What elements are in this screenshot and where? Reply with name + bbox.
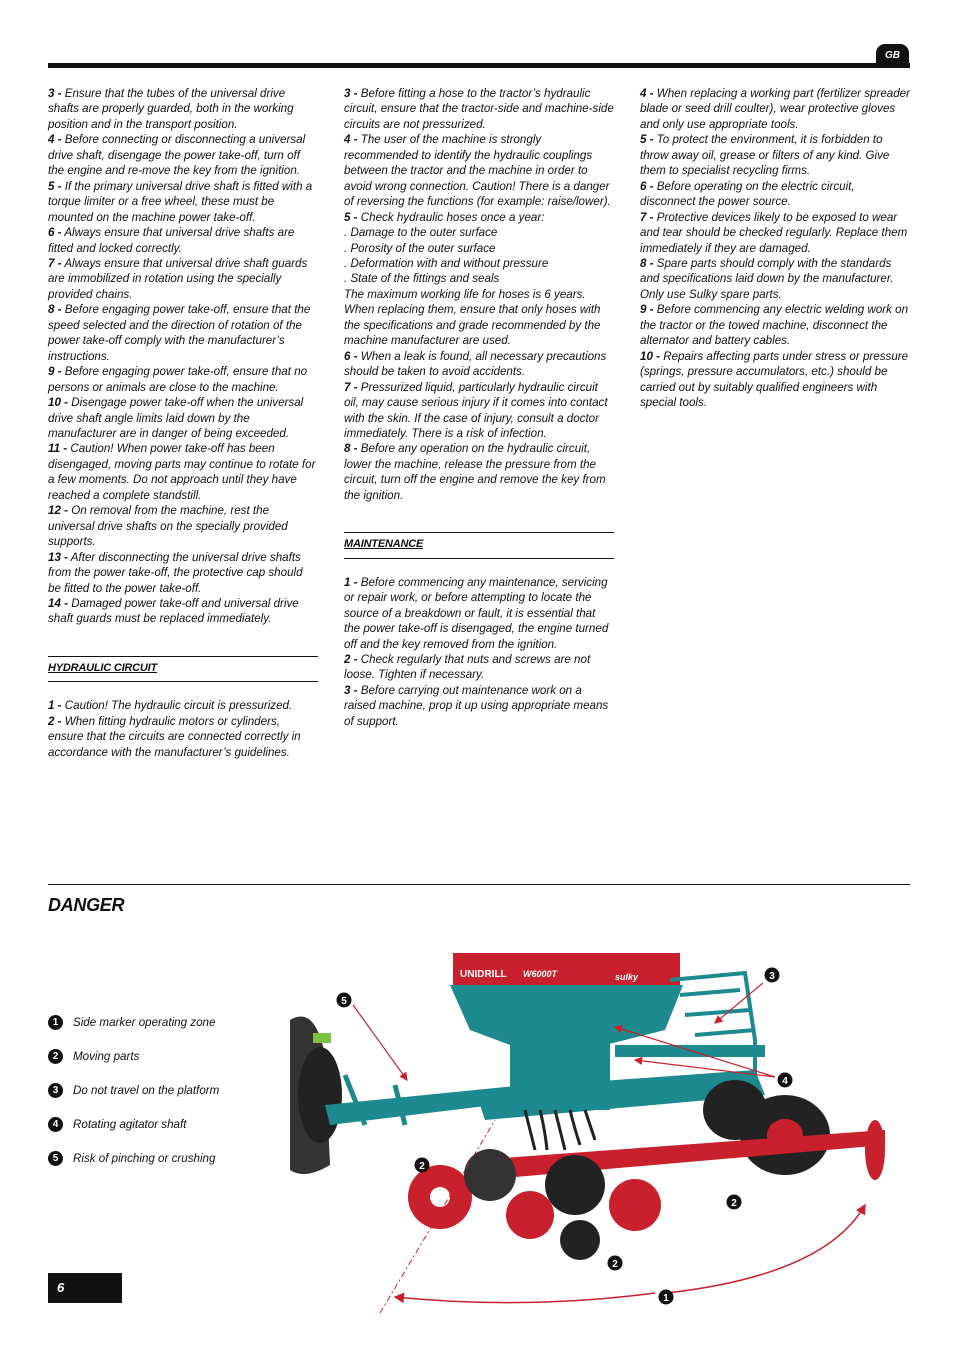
marker-zone-line [380, 1120, 495, 1313]
item-number: 6 - [640, 179, 654, 193]
list-item [640, 210, 910, 256]
danger-rule [48, 884, 910, 885]
item-number: 9 - [640, 303, 654, 317]
item-number: 3 - [344, 683, 358, 697]
list-item [48, 503, 318, 549]
callout-4-label: 4 [782, 1076, 788, 1087]
item-number: 3 - [48, 87, 62, 100]
item-text: Damaged power take-off and universal drive shaft guards must be replaced immediately. [48, 596, 299, 626]
item-number: 1 - [344, 575, 358, 589]
list-item [640, 302, 910, 348]
list-item [48, 550, 318, 596]
list-item [344, 287, 614, 349]
item-text: When fitting hydraulic motors or cylinders, ensure that the circuits are connected correctly in accordance with the manufacturer’s guidelines. [48, 714, 301, 759]
hopper [450, 985, 683, 1045]
front-disc-hub [430, 1187, 450, 1207]
item-number: 11 - [48, 442, 68, 456]
disc-4 [609, 1179, 661, 1231]
item-text: Check regularly that nuts and screws are not loose. Tighten if necessary. [344, 652, 591, 682]
list-item [48, 364, 318, 395]
legend-number: 4 [48, 1117, 63, 1132]
item-number: 7 - [640, 210, 654, 224]
item-text: . Damage to the outer surface [344, 226, 498, 240]
machine-brand: UNIDRILL [460, 969, 507, 980]
legend-text: Do not travel on the platform [73, 1083, 220, 1097]
item-text: To protect the environment, it is forbidden to throw away oil, grease or filters of any kind. Give them to specialist recycling firms. [640, 133, 890, 178]
list-item [344, 86, 614, 132]
list-item [344, 683, 614, 729]
item-text: Disengage power take-off when the universal drive shaft angle limits laid down by the manufacturer are in danger of being exceeded. [48, 396, 304, 440]
item-text: Always ensure that universal drive shafts are fitted and locked correctly. [48, 226, 295, 255]
item-number: 5 - [48, 179, 62, 193]
list-item [640, 256, 910, 302]
language-tab: GB [876, 44, 909, 68]
item-text: On removal from the machine, rest the universal drive shafts on the specially provided supports. [48, 504, 288, 549]
front-disc-2 [464, 1149, 516, 1201]
item-number: 9 - [48, 365, 62, 379]
callout-1-label: 1 [663, 1293, 669, 1304]
item-text: Before operating on the electric circuit, disconnect the power source. [640, 179, 855, 209]
list-item [48, 395, 318, 441]
list-item [344, 132, 614, 209]
list-item [344, 652, 614, 683]
disc-5 [506, 1191, 554, 1239]
column-2 [344, 86, 614, 729]
list-item [344, 441, 614, 503]
list-item [640, 86, 910, 132]
list-item [640, 349, 910, 411]
disc-6 [560, 1220, 600, 1260]
legend-item [48, 1107, 288, 1141]
item-text: Spare parts should comply with the standards and specifications laid down by the manufacturer. Only use Sulky spare parts. [640, 256, 894, 301]
item-number: 2 - [48, 714, 62, 728]
list-item [48, 86, 318, 132]
item-text: Pressurized liquid, particularly hydraulic circuit oil, may cause serious injury if it comes into contact with the skin. If the case of injury, consult a doctor immediately. There is a risk of infection. [344, 380, 608, 440]
section-heading: MAINTENANCE [344, 532, 614, 558]
item-number: 5 - [344, 210, 358, 224]
item-text: Repairs affecting parts under stress or pressure (springs, pressure accumulators, etc.) should be carried out by suitably qualified engineers with special tools. [640, 349, 909, 410]
item-number: 10 - [48, 396, 68, 410]
list-item [48, 714, 318, 760]
item-text: When a leak is found, all necessary precautions should be taken to avoid accidents. [344, 349, 607, 379]
list-item [48, 132, 318, 178]
item-text: Check hydraulic hoses once a year: [357, 210, 545, 224]
list-item [48, 225, 318, 256]
marker-disc [865, 1120, 885, 1180]
item-text: Protective devices likely to be exposed to wear and tear should be checked regularly. Replace them immediately if they are damaged. [640, 210, 908, 255]
item-number: 14 - [48, 596, 68, 610]
seed-tubes [525, 1110, 595, 1150]
legend-text: Rotating agitator shaft [73, 1117, 187, 1131]
list-item [344, 271, 614, 286]
callout-2b-label: 2 [731, 1198, 737, 1209]
item-text: After disconnecting the universal drive shafts from the power take-off, the protective cap should be fitted to the power take-off. [48, 550, 303, 595]
list-item [344, 575, 614, 652]
item-text: Before engaging power take-off, ensure that no persons or animals are close to the machine. [48, 365, 308, 394]
item-text: If the primary universal drive shaft is fitted with a torque limiter or a free wheel, these must be mounted on the machine power take-off. [48, 179, 313, 224]
list-item [48, 698, 318, 713]
item-text: . Porosity of the outer surface [344, 241, 496, 255]
item-number: 1 - [48, 699, 62, 713]
list-item [344, 349, 614, 380]
list-item [640, 179, 910, 210]
machine-model: W6000T [523, 969, 558, 979]
legend-text: Risk of pinching or crushing [73, 1151, 216, 1165]
arrow-5 [353, 1005, 407, 1080]
item-number: 12 - [48, 504, 68, 518]
list-item [344, 225, 614, 240]
legend-text: Moving parts [73, 1049, 140, 1063]
callout-2a-label: 2 [419, 1161, 425, 1172]
item-text: Before carrying out maintenance work on a raised machine, prop it up using appropriate means of support. [344, 683, 609, 728]
item-text: Before any operation on the hydraulic circuit, lower the machine, release the pressure from the circuit, turn off the engine and remove the key from the ignition. [344, 442, 606, 502]
column-3 [640, 86, 910, 411]
legend-text: Side marker operating zone [73, 1015, 216, 1029]
legend-item [48, 1073, 288, 1107]
item-text: Before commencing any electric welding work on the tractor or the towed machine, disconnect the alternator and battery cables. [640, 303, 909, 348]
list-item [48, 302, 318, 364]
list-item [344, 256, 614, 271]
legend-number: 5 [48, 1151, 63, 1166]
machine-logo: sulky [615, 972, 639, 982]
legend-number: 2 [48, 1049, 63, 1064]
callout-2c-label: 2 [612, 1259, 618, 1270]
item-number: 6 - [48, 226, 62, 240]
legend-number: 3 [48, 1083, 63, 1098]
item-number: 6 - [344, 349, 358, 363]
item-text: . State of the fittings and seals [344, 272, 500, 286]
list-item [48, 441, 318, 503]
item-number: 10 - [640, 349, 660, 363]
item-number: 7 - [344, 380, 358, 394]
item-text: Ensure that the tubes of the universal drive shafts are properly guarded, both in the working position and in the transport position. [48, 87, 294, 131]
item-number: 8 - [344, 442, 358, 456]
tractor-wheel [298, 1047, 342, 1143]
list-item [48, 256, 318, 302]
top-rule [48, 63, 910, 68]
item-text: Before fitting a hose to the tractor’s hydraulic circuit, ensure that the tractor-side and machine-side circuits are not pressurized. [344, 87, 614, 131]
legend-item [48, 1039, 288, 1073]
arrow-1-right [667, 1205, 865, 1293]
item-text: Before connecting or disconnecting a universal drive shaft, disengage the power take-off, turn off the engine and re-move the key from the ignition. [48, 133, 306, 178]
item-number: 5 - [640, 133, 654, 147]
item-number: 3 - [344, 87, 358, 100]
legend-number: 1 [48, 1015, 63, 1030]
list-item [344, 241, 614, 256]
list-item [344, 380, 614, 442]
item-number: 4 - [640, 87, 654, 100]
item-text: When replacing a working part (fertilizer spreader blade or seed drill coulter), wear protective gloves and only use appropriate tools. [640, 87, 910, 131]
callout-5-label: 5 [341, 996, 347, 1007]
list-item [344, 210, 614, 225]
item-text: Before commencing any maintenance, servicing or repair work, or before attempting to locate the source of a breakdown or fault, it is essential that the power take-off is disengaged, the engine turned off and the key removed from the ignition. [344, 575, 609, 651]
danger-title: DANGER [48, 895, 125, 915]
list-item [48, 596, 318, 627]
callout-3-label: 3 [769, 971, 775, 982]
section-heading: HYDRAULIC CIRCUIT [48, 656, 318, 682]
item-number: 8 - [640, 256, 654, 270]
item-number: 13 - [48, 550, 68, 564]
item-number: 7 - [48, 256, 62, 270]
item-number: 8 - [48, 303, 62, 317]
disc-3 [545, 1155, 605, 1215]
rear-wheel-left [703, 1080, 767, 1140]
item-text: . Deformation with and without pressure [344, 256, 549, 270]
legend-item [48, 1141, 288, 1175]
platform-railing [670, 973, 755, 1075]
list-item [640, 132, 910, 178]
item-text: Caution! When power take-off has been disengaged, moving parts may continue to rotate for a few moments. Do not approach until they have reached a complete standstill. [48, 442, 316, 502]
item-text: The user of the machine is strongly recommended to identify the hydraulic couplings between the tractor and the machine in order to avoid wrong connection. Caution! There is a danger of reversing the functions (for example: raise/lower). [344, 133, 611, 209]
page-number: 6 [48, 1273, 122, 1303]
item-text: Caution! The hydraulic circuit is pressurized. [61, 699, 293, 713]
item-number: 4 - [344, 133, 358, 147]
seed-drill-illustration [285, 935, 905, 1325]
item-text: The maximum working life for hoses is 6 years. When replacing them, ensure that only hoses with the specifications and grade recommended by the machine manufacturer are used. [344, 287, 601, 348]
item-number: 4 - [48, 133, 62, 147]
tractor-accent [313, 1033, 331, 1043]
column-1 [48, 86, 318, 760]
legend-item [48, 1005, 288, 1039]
item-text: Before engaging power take-off, ensure that the speed selected and the direction of rotation of the power take-off comply with the manufacturer’s instructions. [48, 303, 311, 363]
arrow-1-left [395, 1293, 655, 1303]
danger-legend [48, 1005, 288, 1175]
item-text: Always ensure that universal drive shaft guards are immobilized in rotation using the specially provided chains. [48, 256, 308, 301]
item-number: 2 - [344, 652, 358, 666]
list-item [48, 179, 318, 225]
